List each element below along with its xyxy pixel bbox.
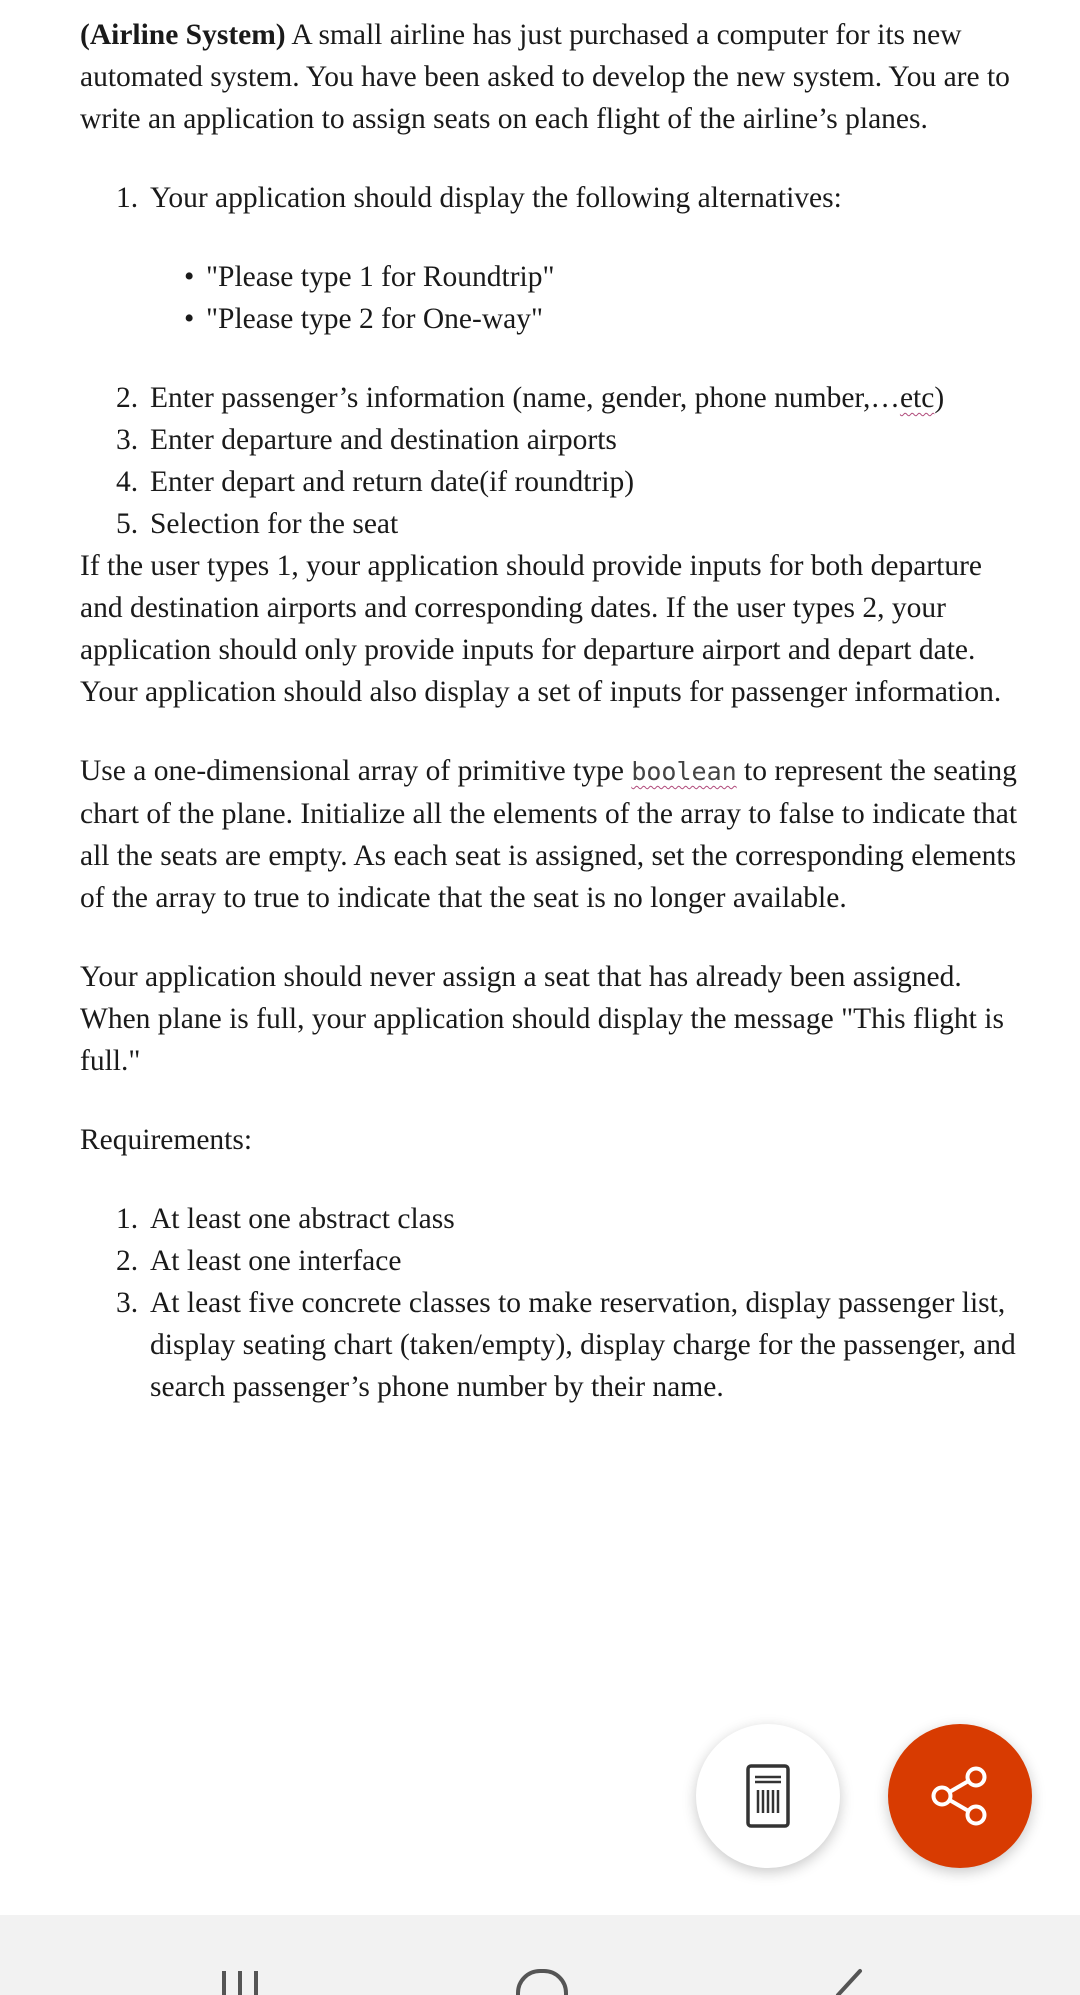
- steps-list-continued: [80, 377, 1020, 545]
- code-boolean: boolean: [631, 757, 737, 786]
- list-item: [80, 419, 1020, 461]
- requirement-text: At least one interface: [150, 1245, 402, 1277]
- list-item: [80, 1240, 1020, 1282]
- list-item: [80, 298, 1020, 340]
- requirement-number: 2.: [116, 1245, 139, 1277]
- notes-icon: [745, 1763, 791, 1829]
- requirement-number: 1.: [116, 1203, 139, 1235]
- bullet-icon: •: [184, 303, 195, 335]
- array-paragraph: [80, 750, 1020, 919]
- list-item: [80, 256, 1020, 298]
- step-number: 1.: [116, 182, 139, 214]
- alternative-text: "Please type 2 for One-way": [206, 303, 544, 335]
- step-text-close: ): [934, 382, 945, 414]
- requirement-text: At least five concrete classes to make reservation, display passenger list, display seating chart (taken/empty), display charge for the passenger, and search passenger’s phone number by their name.: [150, 1287, 1016, 1403]
- notes-button[interactable]: [696, 1724, 840, 1868]
- list-item: [80, 461, 1020, 503]
- list-item: [80, 1282, 1020, 1408]
- recent-apps-icon[interactable]: [218, 1915, 266, 1995]
- list-item: [80, 377, 1020, 419]
- alternative-text: "Please type 1 for Roundtrip": [206, 261, 555, 293]
- requirement-number: 3.: [116, 1287, 139, 1319]
- step-number: 3.: [116, 424, 139, 456]
- step-number: 4.: [116, 466, 139, 498]
- step-text: Enter depart and return date(if roundtrip): [150, 466, 635, 498]
- document-body: [80, 14, 1020, 1408]
- system-nav-bar: [0, 1915, 1080, 1995]
- requirements-heading: Requirements:: [80, 1124, 253, 1156]
- intro-paragraph: [80, 14, 1020, 140]
- user-types-paragraph: If the user types 1, your application should provide inputs for both departure and destination airports and corresponding dates. If the user types 2, your application should only provide inputs for departure airport and depart date. Your application should also display a set of inputs for passenger information.: [80, 550, 1002, 708]
- share-button[interactable]: [888, 1724, 1032, 1868]
- intro-text: A small airline has just purchased a computer for its new automated system. You have been asked to develop the new system. You are to write an application to assign seats on each flight of the airline’s planes.: [80, 19, 1010, 135]
- step-text: Enter passenger’s information (name, gender, phone number,…: [150, 382, 900, 414]
- intro-title: (Airline System): [80, 19, 286, 51]
- step-number: 2.: [116, 382, 139, 414]
- step-text-etc: etc: [899, 382, 935, 414]
- requirement-text: At least one abstract class: [150, 1203, 455, 1235]
- step-text: Your application should display the following alternatives:: [150, 182, 842, 214]
- array-text-before: Use a one-dimensional array of primitive type: [80, 755, 632, 787]
- step-text: Enter departure and destination airports: [150, 424, 617, 456]
- list-item: [80, 503, 1020, 545]
- array-text-after: to represent the seating chart of the plane. Initialize all the elements of the array to false to indicate that all the seats are empty. As each seat is assigned, set the corresponding elements of the array to true to indicate that the seat is no longer available.: [80, 755, 1018, 914]
- full-flight-paragraph: Your application should never assign a seat that has already been assigned. When plane is full, your application should display the message "This flight is full.": [80, 961, 1004, 1077]
- list-item: [80, 177, 1020, 219]
- step-number: 5.: [116, 508, 139, 540]
- home-icon[interactable]: [512, 1915, 572, 1995]
- alternatives-list: [80, 256, 1020, 340]
- back-icon[interactable]: [826, 1915, 874, 1995]
- requirements-list: [80, 1198, 1020, 1408]
- bullet-icon: •: [184, 261, 195, 293]
- step-text: Selection for the seat: [150, 508, 399, 540]
- list-item: [80, 1198, 1020, 1240]
- steps-list: [80, 177, 1020, 219]
- share-icon: [928, 1764, 992, 1828]
